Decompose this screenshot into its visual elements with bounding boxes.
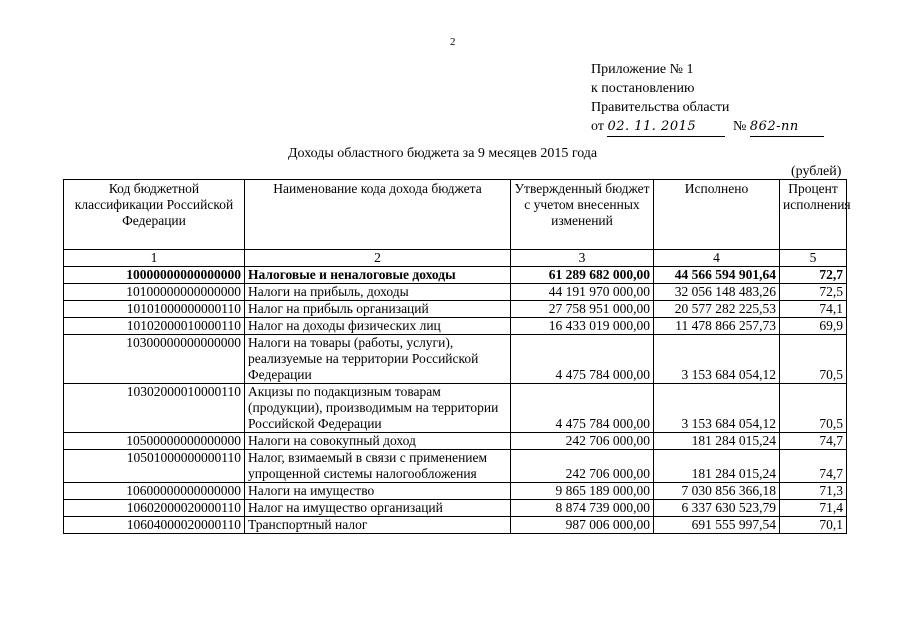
row-code: 10600000000000000	[64, 483, 245, 500]
row-name: Налоги на прибыль, доходы	[245, 284, 511, 301]
column-number: 5	[780, 250, 847, 267]
row-code: 10300000000000000	[64, 335, 245, 384]
table-row	[64, 483, 847, 500]
header-approved: Утвержденный бюджет с учетом внесенных изменений	[511, 180, 654, 250]
row-percent: 69,9	[780, 318, 847, 335]
column-number: 3	[511, 250, 654, 267]
row-code: 10602000020000110	[64, 500, 245, 517]
row-executed: 32 056 148 483,26	[654, 284, 780, 301]
row-executed: 181 284 015,24	[654, 450, 780, 483]
row-code: 10501000000000110	[64, 450, 245, 483]
row-name: Налоги на совокупный доход	[245, 433, 511, 450]
row-percent: 72,7	[780, 267, 847, 284]
row-executed: 6 337 630 523,79	[654, 500, 780, 517]
row-percent: 74,1	[780, 301, 847, 318]
number-prefix: №	[732, 119, 747, 134]
units-label: (рублей)	[791, 164, 842, 179]
row-name: Налог на доходы физических лиц	[245, 318, 511, 335]
row-code: 10101000000000110	[64, 301, 245, 318]
column-number: 4	[654, 250, 780, 267]
row-percent: 74,7	[780, 433, 847, 450]
table-row	[64, 301, 847, 318]
row-executed: 11 478 866 257,73	[654, 318, 780, 335]
appendix-date-row	[591, 117, 824, 137]
date-prefix: от	[591, 119, 604, 134]
number-field	[750, 117, 824, 137]
header-name: Наименование кода дохода бюджета	[245, 180, 511, 250]
header-code: Код бюджетной классификации Российской Федерации	[64, 180, 245, 250]
row-name: Транспортный налог	[245, 517, 511, 534]
row-name: Акцизы по подакцизным товарам (продукции), производимым на территории Российской Федерации	[245, 384, 511, 433]
row-code: 10100000000000000	[64, 284, 245, 301]
row-percent: 74,7	[780, 450, 847, 483]
column-number-row	[64, 250, 847, 267]
column-number: 2	[245, 250, 511, 267]
appendix-line-1: Приложение № 1	[591, 62, 694, 77]
row-percent: 70,5	[780, 384, 847, 433]
date-field	[607, 117, 725, 137]
row-approved: 8 874 739 000,00	[511, 500, 654, 517]
row-executed: 691 555 997,54	[654, 517, 780, 534]
row-approved: 9 865 189 000,00	[511, 483, 654, 500]
row-executed: 3 153 684 054,12	[654, 384, 780, 433]
table-row	[64, 517, 847, 534]
table-row	[64, 450, 847, 483]
table-row	[64, 267, 847, 284]
table-row	[64, 384, 847, 433]
row-approved: 4 475 784 000,00	[511, 335, 654, 384]
row-approved: 61 289 682 000,00	[511, 267, 654, 284]
row-name: Налог, взимаемый в связи с применением упрощенной системы налогообложения	[245, 450, 511, 483]
row-approved: 242 706 000,00	[511, 433, 654, 450]
handwritten-date: 02. 11. 2015	[607, 119, 697, 134]
table-row	[64, 335, 847, 384]
row-approved: 987 006 000,00	[511, 517, 654, 534]
row-executed: 181 284 015,24	[654, 433, 780, 450]
row-approved: 44 191 970 000,00	[511, 284, 654, 301]
row-approved: 242 706 000,00	[511, 450, 654, 483]
row-name: Налоги на имущество	[245, 483, 511, 500]
header-executed: Исполнено	[654, 180, 780, 250]
appendix-line-3: Правительства области	[591, 100, 730, 115]
handwritten-number: 862-пп	[749, 119, 799, 134]
appendix-line-2: к постановлению	[591, 81, 695, 96]
document-title: Доходы областного бюджета за 9 месяцев 2015 года	[288, 146, 598, 161]
row-executed: 7 030 856 366,18	[654, 483, 780, 500]
header-percent: Процент исполнения	[780, 180, 847, 250]
row-code: 10500000000000000	[64, 433, 245, 450]
row-name: Налог на прибыль организаций	[245, 301, 511, 318]
row-percent: 70,5	[780, 335, 847, 384]
row-percent: 71,3	[780, 483, 847, 500]
row-code: 10102000010000110	[64, 318, 245, 335]
row-approved: 27 758 951 000,00	[511, 301, 654, 318]
table-row	[64, 433, 847, 450]
row-approved: 16 433 019 000,00	[511, 318, 654, 335]
row-code: 10000000000000000	[64, 267, 245, 284]
column-number: 1	[64, 250, 245, 267]
table-row	[64, 284, 847, 301]
header-row	[64, 180, 847, 250]
row-code: 10302000010000110	[64, 384, 245, 433]
row-code: 10604000020000110	[64, 517, 245, 534]
row-executed: 44 566 594 901,64	[654, 267, 780, 284]
row-name: Налоги на товары (работы, услуги), реализуемые на территории Российской Федерации	[245, 335, 511, 384]
row-name: Налог на имущество организаций	[245, 500, 511, 517]
appendix-block	[591, 60, 824, 137]
row-approved: 4 475 784 000,00	[511, 384, 654, 433]
budget-table	[63, 179, 851, 534]
table-row	[64, 500, 847, 517]
row-name: Налоговые и неналоговые доходы	[245, 267, 511, 284]
row-percent: 72,5	[780, 284, 847, 301]
row-executed: 20 577 282 225,53	[654, 301, 780, 318]
row-percent: 71,4	[780, 500, 847, 517]
page-number: 2	[450, 36, 456, 48]
table-row	[64, 318, 847, 335]
row-executed: 3 153 684 054,12	[654, 335, 780, 384]
row-percent: 70,1	[780, 517, 847, 534]
